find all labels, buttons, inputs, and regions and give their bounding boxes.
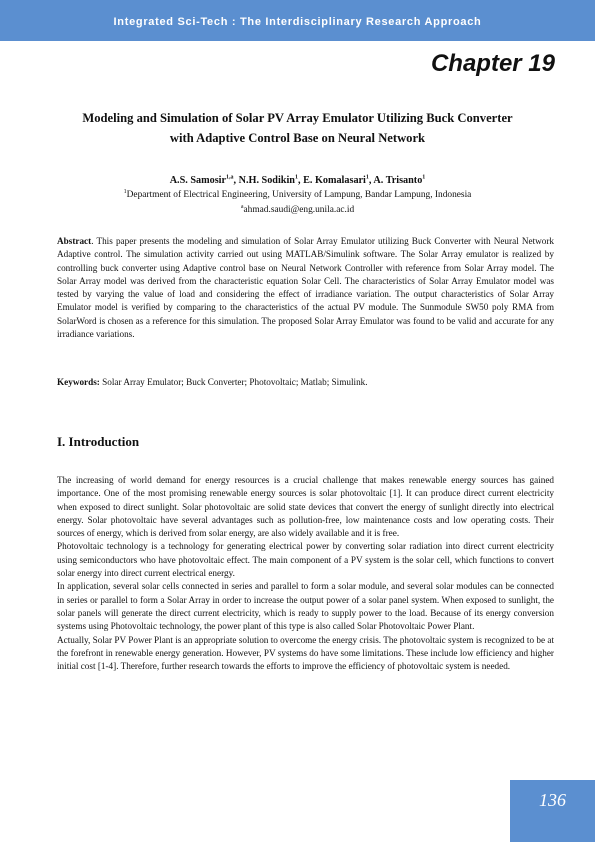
affiliation-text: Department of Electrical Engineering, University of Lampung, Bandar Lampung, Indonesia	[126, 190, 472, 200]
paragraph: The increasing of world demand for energy resources is a crucial challenge that makes renewable energy sources has gained importance. One of the most promising renewable energy sources is solar photovoltaic [1]. It can produce direct current electricity when exposed to direct sunlight. Solar photovoltaic are solid state devices that convert the energy of sunlight directly into electrical energy. Solar photovoltaic have several advantages such as pollution-free, low maintenance costs and low operating costs. Their sources of energy, which is derived from solar energy, are also widely available and it is free.	[57, 475, 554, 539]
keywords	[57, 377, 554, 387]
chapter-label: Chapter 19	[430, 50, 555, 77]
abstract-label: Abstract	[57, 236, 92, 246]
abstract-text: . This paper presents the modeling and simulation of Solar Array Emulator utilizing Buck Converter with Neural Network Adaptive control. The simulation activity carried out using MATLAB/Simulink software. The Solar Array emulator is realized by controlling buck converter using Adaptive control base on Neural Network Controller with reference from Solar Array model. The Solar Array model was derived from the characteristic equation Solar Cell. The characteristics of Solar Array Emulator model was tested by varying the value of load and considering the effect of irradiance variation. The output characteristics of Solar Array Emulator model is verified by comparing to the characteristics of the actual PV module. The Sunmodule SW50 poly RMA from SolarWord is chosen as a reference for this simulation. The proposed Solar Array Emulator was found to be valid and accurate for any irradiance variations.	[57, 236, 554, 340]
affiliation	[55, 190, 540, 200]
email-address: ahmad.saudi@eng.unila.ac.id	[243, 205, 355, 215]
author-affiliation-marker: 1	[294, 174, 298, 181]
keywords-text: Solar Array Emulator; Buck Converter; Photovoltaic; Matlab; Simulink.	[99, 377, 368, 387]
paragraph: Photovoltaic technology is a technology for generating electrical power by converting solar radiation into direct current electricity using semiconductors who have photovoltaic effect. The main component of a PV system is the solar cell, which functions to convert solar energy into direct current electrical energy.	[57, 541, 554, 579]
email-marker: a	[240, 203, 244, 210]
affiliation-marker: 1	[123, 188, 127, 195]
keywords-label: Keywords:	[57, 377, 100, 387]
author-list	[55, 175, 540, 186]
journal-title: Integrated Sci-Tech : The Interdisciplinary Research Approach	[113, 16, 482, 28]
abstract	[57, 235, 554, 341]
paper-title-line-2: with Adaptive Control Base on Neural Network	[169, 131, 426, 145]
author-separator: ,	[297, 175, 304, 186]
author-affiliation-marker: 1,a	[226, 174, 234, 181]
paper-title-line-1: Modeling and Simulation of Solar PV Array Emulator Utilizing Buck Converter	[82, 111, 513, 125]
contact-email	[55, 205, 540, 215]
author-separator: ,	[233, 175, 239, 186]
author-name: E. Komalasari	[303, 175, 366, 186]
journal-header-bar	[0, 0, 595, 41]
author-name: A.S. Samosir	[169, 175, 227, 186]
introduction-body	[57, 474, 554, 673]
page-number-box	[510, 780, 595, 842]
author-affiliation-marker: 1	[365, 174, 369, 181]
author-name: A. Trisanto	[373, 175, 423, 186]
author-name: N.H. Sodikin	[238, 175, 295, 186]
author-affiliation-marker: 1	[422, 174, 426, 181]
paragraph: Actually, Solar PV Power Plant is an appropriate solution to overcome the energy crisis. The photovoltaic system is recognized to be at the forefront in renewable energy generation. However, PV systems do have some limitations. These include low efficiency and higher initial cost [1-4]. Therefore, further research towards the efforts to improve the efficiency of photovoltaic system is needed.	[57, 634, 554, 672]
section-heading-introduction: I. Introduction	[57, 434, 140, 449]
paper-title	[55, 108, 540, 148]
page-number: 136	[539, 790, 566, 810]
paragraph: In application, several solar cells connected in series and parallel to form a solar module, and several solar modules can be connected in series or parallel to form a Solar Array in order to increase the output power of a solar panel system. When exposed to sunlight, the solar panels will generate the direct current electricity, which is ready to supply power to the load. Because of its energy conversion systems using Photovoltaic technology, the power plant of this type is also called Solar Photovoltaic Power Plant.	[57, 581, 554, 632]
author-separator: ,	[368, 175, 374, 186]
